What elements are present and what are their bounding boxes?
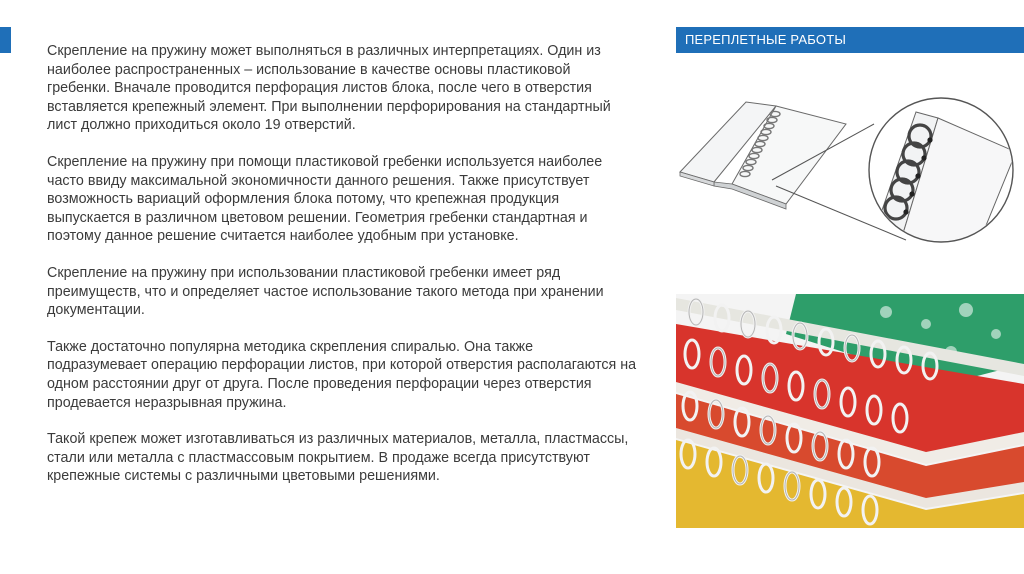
spiral-notebooks-photo (676, 294, 1024, 528)
paragraph-1: Скрепление на пружину может выполняться в различных интерпретациях. Один из наиболее распространенных – использование в качестве основы пластиковой гребенки. Вначале проводится перфорация листов блока, после чего в отверстия вставляется крепежный элемент. При выполнении перфорирования на стандартный лист должно приходиться около 19 отверстий. (47, 43, 611, 134)
paragraph-3: Скрепление на пружину при использовании пластиковой гребенки имеет ряд преимуществ, что и определяет частое использование такого метода при хранении документации. (47, 264, 604, 319)
section-header (676, 27, 1024, 53)
paragraph-2: Скрепление на пружину при помощи пластиковой гребенки используется наиболее часто ввиду максимальной экономичности данного решения. Также присутствует возможность вариаций оформления блока потому, что крепежная продукция выпускается в различном цветовом решении. Геометрия гребенки стандартная и поэтому данное решение считается наиболее удобным при установке. (47, 153, 603, 245)
body-text (47, 42, 637, 504)
paragraph-4: Также достаточно популярна методика скрепления спиралью. Она также подразумевает операцию перфорации листов, при которой отверстия располагаются на одном расстоянии друг от друга. После проведения перфорации через отверстия продевается неразрывная пружина. (47, 338, 637, 411)
section-title: ПЕРЕПЛЕТНЫЕ РАБОТЫ (685, 32, 847, 47)
spiral-binding-diagram (676, 82, 1024, 246)
left-accent-bar (0, 27, 11, 53)
paragraph-5: Такой крепеж может изготавливаться из различных материалов, металла, пластмассы, стали или металла с пластмассовым покрытием. В продаже всегда присутствуют крепежные системы с различными цветовыми решениями. (47, 431, 629, 485)
